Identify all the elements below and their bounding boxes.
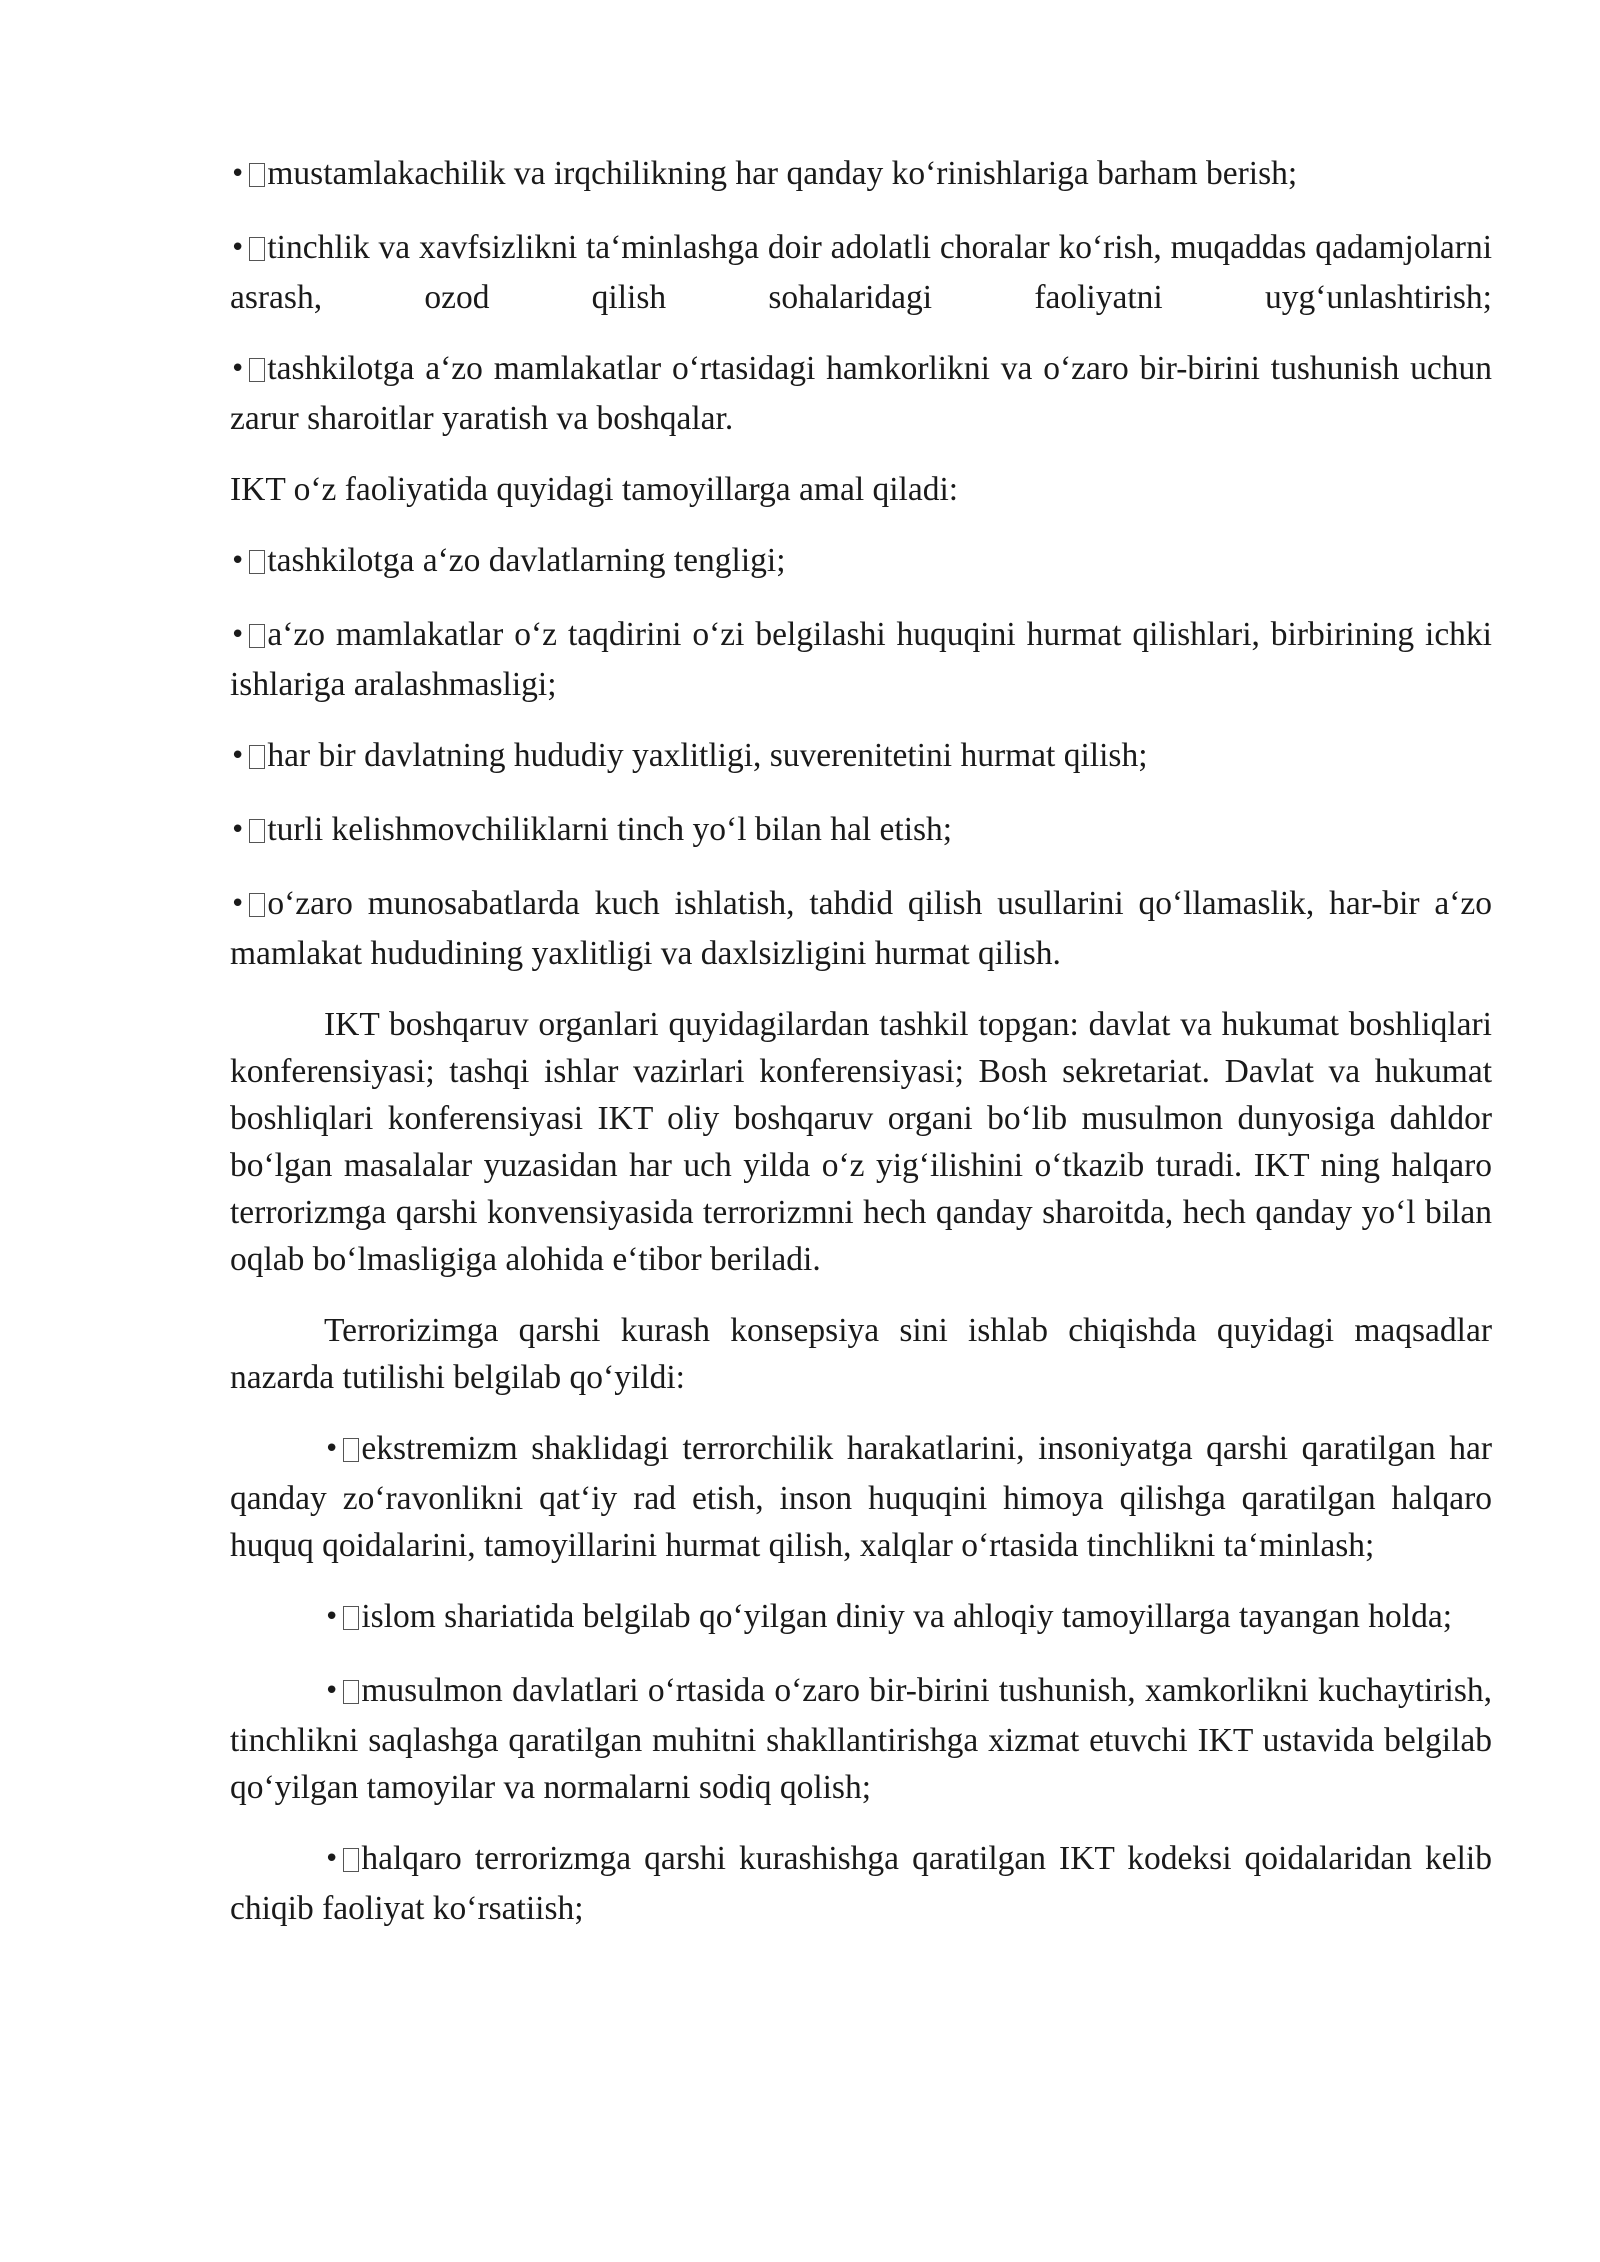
list-item-text: turli kelishmovchiliklarni tinch yo‘l bilan hal etish; [267,811,953,848]
missing-glyph-icon [343,1606,359,1630]
paragraph: IKT boshqaruv organlari quyidagilardan tashkil topgan: davlat va hukumat boshliqlari konferensiyasi; tashqi ishlar vazirlari konferensiyasi; Bosh sekretariat. Davlat va hukumat boshliqlari konferensiyasi IKT oliy boshqaruv organi bo‘lib musulmon dunyosiga dahldor bo‘lgan masalalar yuzasidan har uch yilda o‘z yig‘ilishini o‘tkazib turadi. IKT ning halqaro terrorizmga qarshi konvensiyasida terrorizmni hech qanday sharoitda, hech qanday yo‘l bilan oqlab bo‘lmasligiga alohida e‘tibor beriladi. [230,1006,1492,1278]
paragraph: Terrorizimga qarshi kurash konsepsiya sini ishlab chiqishda quyidagi maqsadlar nazarda tutilishi belgilab qo‘yildi: [230,1312,1492,1396]
missing-glyph-icon [343,1848,359,1872]
bullet-icon: • [230,546,246,576]
list-item-text: ekstremizm shaklidagi terrorchilik harakatlarini, insoniyatga qarshi qaratilgan har qanday zo‘ravonlikni qat‘iy rad etish, inson huquqini himoya qilishga qaratilgan halqaro huquq qoidalarini, tamoyillarini hurmat qilish, xalqlar o‘rtasida tinchlikni ta‘minlash; [230,1430,1492,1564]
missing-glyph-icon [249,237,265,261]
list-item [230,806,1492,856]
missing-glyph-icon [249,745,265,769]
list-item [230,224,1492,321]
paragraph: IKT o‘z faoliyatida quyidagi tamoyillarga amal qiladi: [230,471,959,508]
missing-glyph-icon [343,1680,359,1704]
bullet-icon: • [324,1602,340,1632]
bullet-icon: • [324,1434,340,1464]
bullet-icon: • [230,354,246,384]
list-item-text: tashkilotga a‘zo mamlakatlar o‘rtasidagi hamkorlikni va o‘zaro bir-birini tushunish uchun zarur sharoitlar yaratish va boshqalar. [230,350,1492,437]
list-item [230,732,1492,782]
list-item [230,345,1492,442]
missing-glyph-icon [343,1438,359,1462]
document-page [230,150,1492,1956]
list-item [230,880,1492,977]
list-item-text: islom shariatida belgilab qo‘yilgan diniy va ahloqiy tamoyillarga tayangan holda; [361,1598,1453,1635]
list-item-text: tinchlik va xavfsizlikni ta‘minlashga doir adolatli choralar ko‘rish, muqaddas qadamjolarni asrash, ozod qilish sohalaridagi faoliyatni uyg‘unlashtirish; [230,229,1492,316]
list-item [230,1835,1492,1932]
list-item-text: a‘zo mamlakatlar o‘z taqdirini o‘zi belgilashi huquqini hurmat qilishlari, birbirining ichki ishlariga aralashmasligi; [230,616,1492,703]
missing-glyph-icon [249,358,265,382]
bullet-icon: • [230,889,246,919]
list-item [230,150,1492,200]
missing-glyph-icon [249,163,265,187]
list-item [230,1593,1492,1643]
missing-glyph-icon [249,819,265,843]
missing-glyph-icon [249,893,265,917]
list-item [230,1667,1492,1811]
list-item-text: halqaro terrorizmga qarshi kurashishga qaratilgan IKT kodeksi qoidalaridan kelib chiqib faoliyat ko‘rsatiish; [230,1840,1492,1927]
list-item [230,537,1492,587]
list-item-text: tashkilotga a‘zo davlatlarning tengligi; [267,542,786,579]
list-item-text: o‘zaro munosabatlarda kuch ishlatish, tahdid qilish usullarini qo‘llamaslik, har-bir a‘zo mamlakat hududining yaxlitligi va daxlsizligini hurmat qilish. [230,885,1492,972]
bullet-icon: • [230,233,246,263]
list-item-text: mustamlakachilik va irqchilikning har qanday ko‘rinishlariga barham berish; [267,155,1298,192]
bullet-icon: • [324,1844,340,1874]
list-item-text: har bir davlatning hududiy yaxlitligi, suverenitetini hurmat qilish; [267,737,1148,774]
bullet-icon: • [230,620,246,650]
bullet-icon: • [230,159,246,189]
bullet-icon: • [230,815,246,845]
missing-glyph-icon [249,624,265,648]
missing-glyph-icon [249,550,265,574]
list-item [230,611,1492,708]
bullet-icon: • [324,1676,340,1706]
list-item-text: musulmon davlatlari o‘rtasida o‘zaro bir-birini tushunish, xamkorlikni kuchaytirish, tinchlikni saqlashga qaratilgan muhitni shakllantirishga xizmat etuvchi IKT ustavida belgilab qo‘yilgan tamoyilar va normalarni sodiq qolish; [230,1672,1492,1806]
bullet-icon: • [230,741,246,771]
list-item [230,1425,1492,1569]
